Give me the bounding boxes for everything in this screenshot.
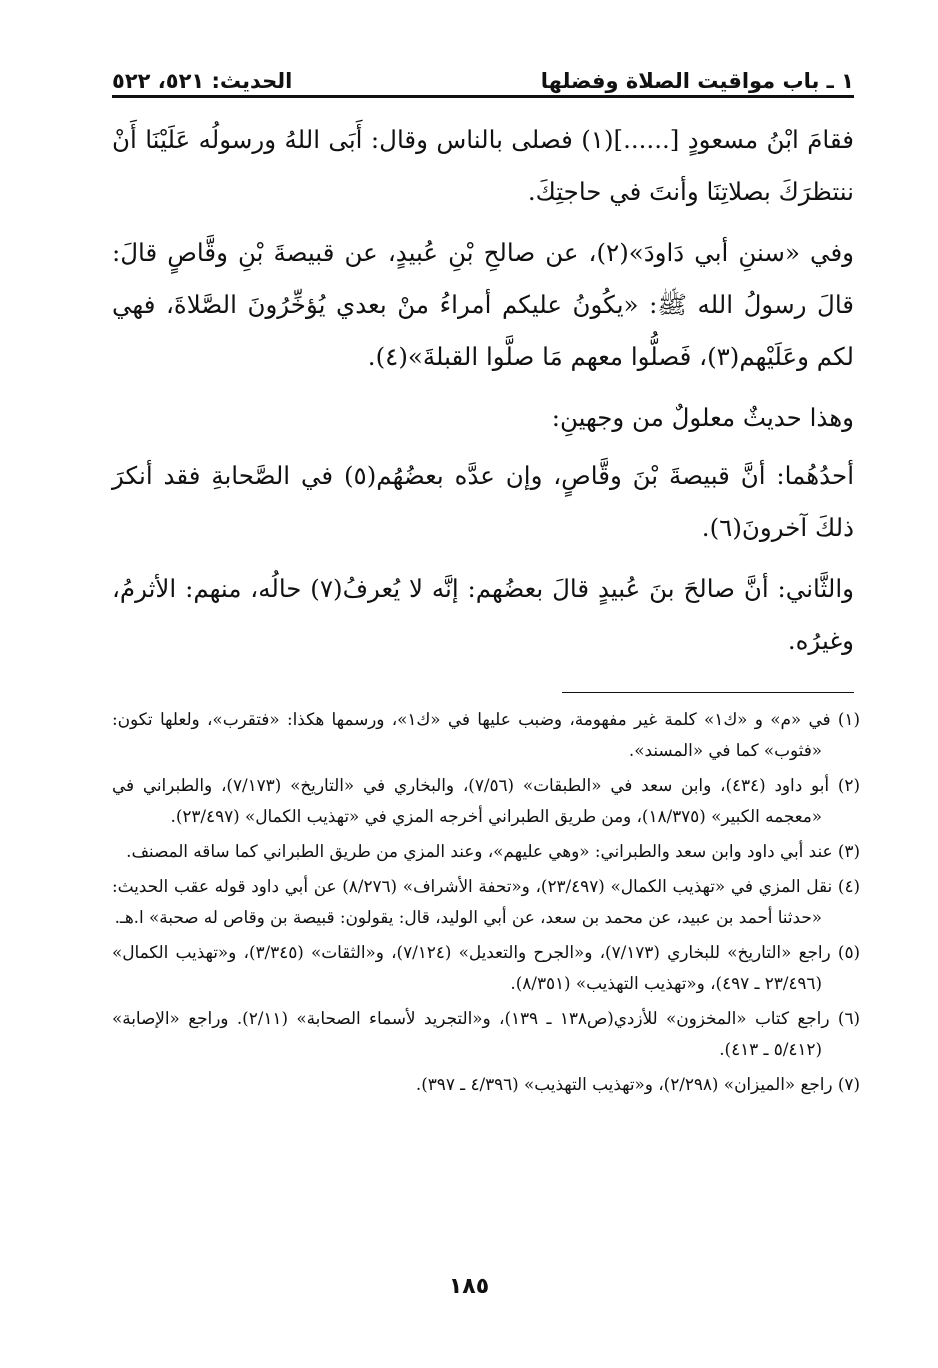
footnote-separator (562, 692, 854, 693)
footnote-4: (٤) نقل المزي في «تهذيب الكمال» (٢٣/٤٩٧)، و«تحفة الأشراف» (٨/٢٧٦) عن أبي داود قوله عقب الحديث: «حدثنا أحمد بن عبيد، عن محمد بن سعد، عن أبي الوليد، قال: يقولون: قبيصة بن وقاص له صحبة» ا.هـ. (112, 876, 861, 927)
paragraph-second-defect: والثَّاني: أنَّ صالحَ بنَ عُبيدٍ قالَ بعضُهم: إنَّه لا يُعرفُ(٧) حالُه، منهم: الأثرمُ، وغيرُه. (112, 574, 854, 655)
hadith-reference: الحديث: ٥٢١، ٥٢٢ (112, 69, 293, 93)
paragraph-defect-intro: وهذا حديثٌ معلولٌ من وجهينِ: (551, 403, 854, 432)
paragraph-abu-dawud-narration: وفي «سننِ أبي دَاودَ»(٢)، عن صالحِ بْنِ عُبيدٍ، عن قبيصةَ بْنِ وقَّاصٍ قالَ: قالَ رسولُ الله ﷺ: «يكُونُ عليكم أمراءُ منْ بعدي يُؤخِّرُونَ الصَّلاةَ، فهي لكم وعَلَيْهم(٣)، فَصلُّوا معهم مَا صلَّوا القبلةَ»(٤). (112, 238, 854, 371)
footnote-2: (٢) أبو داود (٤٣٤)، وابن سعد في «الطبقات» (٧/٥٦)، والبخاري في «التاريخ» (٧/١٧٣)، والطبراني في «معجمه الكبير» (١٨/٣٧٥)، ومن طريق الطبراني أخرجه المزي في «تهذيب الكمال» (٢٣/٤٩٧). (112, 775, 860, 826)
footnotes (112, 704, 860, 1104)
chapter-title: ١ ـ باب مواقيت الصلاة وفضلها (540, 69, 854, 93)
footnote-5: (٥) راجع «التاريخ» للبخاري (٧/١٧٣)، و«الجرح والتعديل» (٧/١٢٤)، و«الثقات» (٣/٣٤٥)، و«تهذيب الكمال» (٢٣/٤٩٦ ـ ٤٩٧)، و«تهذيب التهذيب» (٨/٣٥١). (112, 942, 861, 993)
running-header (112, 62, 854, 98)
paragraph-continuation: فقامَ ابْنُ مسعودٍ [......](١) فصلى بالناس وقال: أَبَى اللهُ ورسولُه عَلَيْنَا أَنْ ننتظرَكَ بصلاتِنَا وأنتَ في حاجتِكَ. (112, 125, 854, 206)
main-text (112, 114, 854, 676)
footnote-6: (٦) راجع كتاب «المخزون» للأزدي(ص١٣٨ ـ ١٣٩)، و«التجريد لأسماء الصحابة» (٢/١١). وراجع «الإصابة» (٥/٤١٢ ـ ٤١٣). (112, 1008, 861, 1059)
page-number: ١٨٥ (448, 1274, 490, 1299)
footnote-3: (٣) عند أبي داود وابن سعد والطبراني: «وهي عليهم»، وعند المزي من طريق الطبراني كما ساقه المصنف. (126, 841, 860, 861)
footnote-1: (١) في «م» و «ك١» كلمة غير مفهومة، وضبب عليها في «ك١»، ورسمها هكذا: «فتقرب»، ولعلها تكون: «فثوب» كما في «المسند». (112, 709, 860, 760)
paragraph-first-defect: أحدُهُما: أنَّ قبيصةَ بْنَ وقَّاصٍ، وإن عدَّه بعضُهُم(٥) في الصَّحابةِ فقد أنكرَ ذلكَ آخرونَ(٦). (112, 461, 854, 542)
footnote-7: (٧) راجع «الميزان» (٢/٢٩٨)، و«تهذيب التهذيب» (٤/٣٩٦ ـ ٣٩٧). (415, 1074, 860, 1094)
